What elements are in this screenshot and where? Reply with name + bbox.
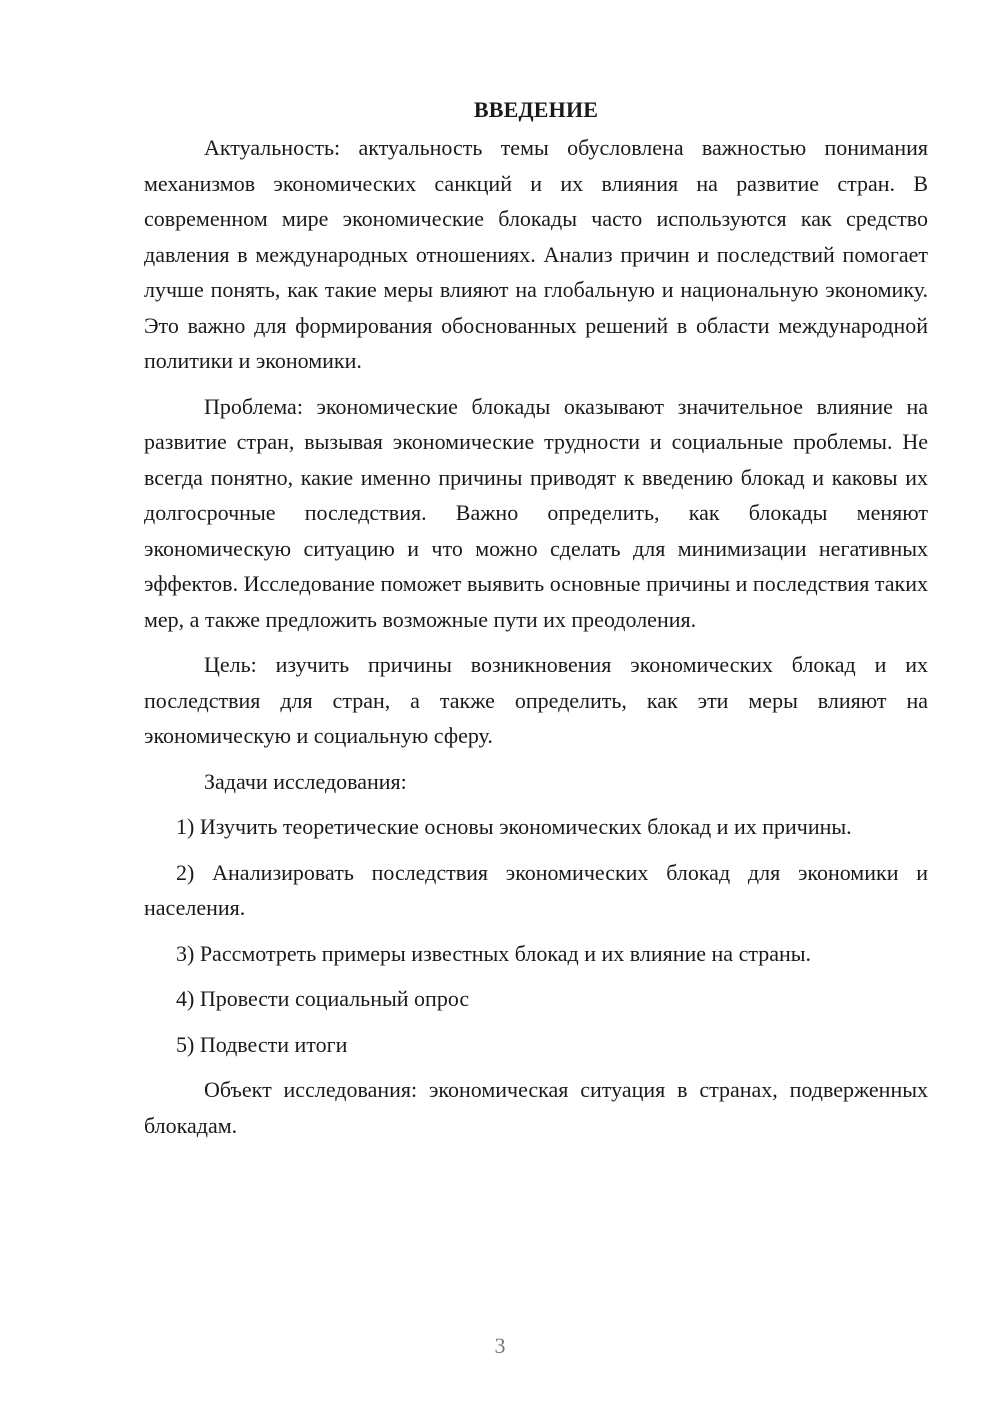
paragraph-relevance: Актуальность: актуальность темы обусловлена важностью понимания механизмов экономических санкций и их влияния на развитие стран. В современном мире экономические блокады часто используются как средство давления в международных отношениях. Анализ причин и последствий помогает лучше понять, как такие меры влияют на глобальную и национальную экономику. Это важно для формирования обоснованных решений в области международной политики и экономики. [144,135,928,373]
paragraph-goal: Цель: изучить причины возникновения экономических блокад и их последствия для стран, а также определить, как эти меры влияют на экономическую и социальную сферу. [144,652,928,748]
task-item-5: 5) Подвести итоги [176,1031,348,1057]
tasks-heading: Задачи исследования: [204,768,407,794]
task-item-4: 4) Провести социальный опрос [176,986,470,1011]
paragraph-object: Объект исследования: экономическая ситуация в странах, подверженных блокадам. [144,1077,928,1138]
document-page [144,90,928,1153]
page-title: ВВЕДЕНИЕ [473,97,599,122]
paragraph-problem: Проблема: экономические блокады оказывают значительное влияние на развитие стран, вызывая экономические трудности и социальные проблемы. Не всегда понятно, какие именно причины приводят к введению блокад и каковы их долгосрочные последствия. Важно определить, как блокады меняют экономическую ситуацию и что можно сделать для минимизации негативных эффектов. Исследование поможет выявить основные причины и последствия таких мер, а также предложить возможные пути их преодоления. [144,393,928,632]
page-number: 3 [494,1333,506,1358]
task-item-3: 3) Рассмотреть примеры известных блокад и их влияние на страны. [176,940,812,966]
task-item-2: 2) Анализировать последствия экономических блокад для экономики и населения. [144,859,928,920]
task-item-1: 1) Изучить теоретические основы экономических блокад и их причины. [176,814,852,839]
